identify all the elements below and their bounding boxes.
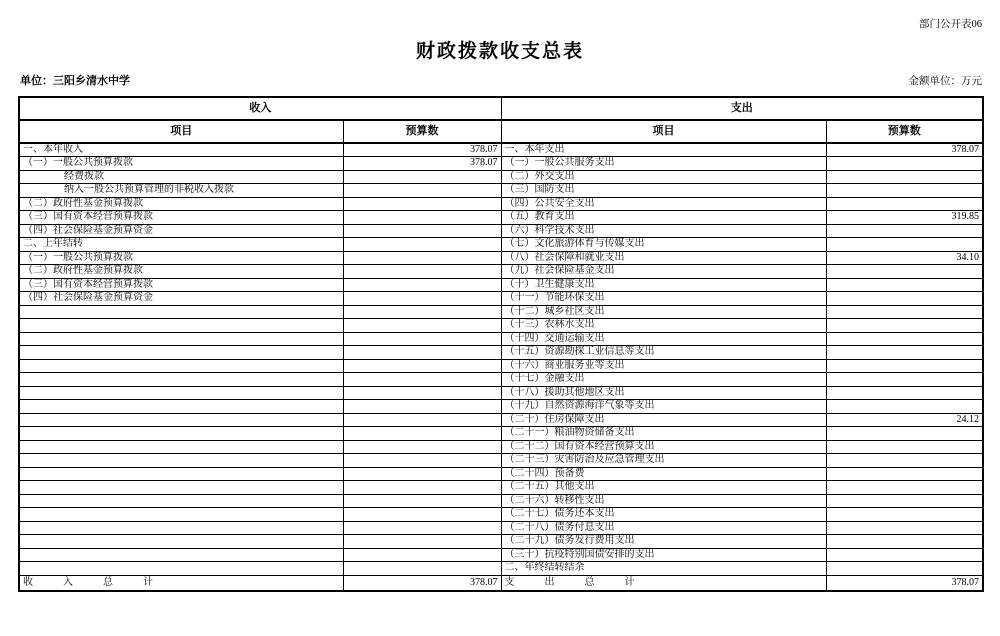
expense-budget-cell xyxy=(826,346,983,360)
table-row xyxy=(19,413,983,427)
income-budget-cell xyxy=(343,197,501,211)
income-item-cell xyxy=(19,494,343,508)
income-budget-cell xyxy=(343,535,501,549)
expense-item-column-header: 项目 xyxy=(501,120,826,143)
income-item-cell xyxy=(19,373,343,387)
income-budget-cell xyxy=(343,562,501,576)
income-item-cell: （二）政府性基金预算拨款 xyxy=(19,265,343,279)
table-row xyxy=(19,521,983,535)
income-item-cell: 经费拨款 xyxy=(19,170,343,184)
table-row xyxy=(19,481,983,495)
page-title: 财政拨款收支总表 xyxy=(415,41,584,62)
expense-item-cell: （二十六）转移性支出 xyxy=(501,494,826,508)
income-total-label: 收 入 总 计 xyxy=(19,575,343,591)
expense-budget-cell: 34.10 xyxy=(826,251,983,265)
income-budget-cell xyxy=(343,359,501,373)
table-row xyxy=(19,251,983,265)
income-budget-cell xyxy=(343,440,501,454)
income-item-cell: （四）社会保险基金预算资金 xyxy=(19,224,343,238)
expense-budget-cell xyxy=(826,548,983,562)
expense-item-cell: （四）公共安全支出 xyxy=(501,197,826,211)
expense-budget-cell xyxy=(826,400,983,414)
expense-item-cell: （十五）资源勘探工业信息等支出 xyxy=(501,346,826,360)
expense-budget-cell xyxy=(826,508,983,522)
expense-budget-cell xyxy=(826,562,983,576)
income-item-cell: （一）一般公共预算拨款 xyxy=(19,157,343,171)
expense-item-cell: （十四）交通运输支出 xyxy=(501,332,826,346)
expense-budget-cell xyxy=(826,494,983,508)
table-row xyxy=(19,359,983,373)
income-item-column-header: 项目 xyxy=(19,120,343,143)
income-budget-cell xyxy=(343,278,501,292)
table-row xyxy=(19,548,983,562)
section-header-row xyxy=(19,97,983,120)
table-row xyxy=(19,197,983,211)
income-budget-cell xyxy=(343,413,501,427)
income-item-cell: （三）国有资本经营预算拨款 xyxy=(19,211,343,225)
table-row xyxy=(19,454,983,468)
income-budget-cell xyxy=(343,400,501,414)
expense-budget-cell xyxy=(826,535,983,549)
expense-budget-cell: 319.85 xyxy=(826,211,983,225)
income-budget-cell xyxy=(343,238,501,252)
income-budget-cell xyxy=(343,481,501,495)
expense-budget-cell xyxy=(826,481,983,495)
income-item-cell xyxy=(19,319,343,333)
expense-budget-cell xyxy=(826,224,983,238)
income-budget-cell xyxy=(343,319,501,333)
table-row xyxy=(19,224,983,238)
table-row xyxy=(19,508,983,522)
income-budget-cell xyxy=(343,211,501,225)
income-budget-cell xyxy=(343,305,501,319)
expense-budget-cell xyxy=(826,332,983,346)
income-section-header: 收入 xyxy=(19,97,501,120)
expense-item-cell: （一）一般公共服务支出 xyxy=(501,157,826,171)
income-item-cell xyxy=(19,535,343,549)
table-row xyxy=(19,305,983,319)
expense-item-cell: （二十）住房保障支出 xyxy=(501,413,826,427)
income-total-value: 378.07 xyxy=(343,575,501,591)
income-budget-cell xyxy=(343,265,501,279)
table-row xyxy=(19,319,983,333)
income-item-cell xyxy=(19,427,343,441)
income-item-cell xyxy=(19,508,343,522)
expense-budget-cell xyxy=(826,440,983,454)
income-item-cell xyxy=(19,359,343,373)
table-row xyxy=(19,143,983,157)
table-row xyxy=(19,427,983,441)
expense-budget-cell xyxy=(826,319,983,333)
income-budget-cell xyxy=(343,386,501,400)
income-item-cell xyxy=(19,481,343,495)
expense-item-cell: （五）教育支出 xyxy=(501,211,826,225)
table-row xyxy=(19,211,983,225)
income-item-cell: （一）一般公共预算拨款 xyxy=(19,251,343,265)
expense-budget-cell xyxy=(826,292,983,306)
income-budget-cell xyxy=(343,373,501,387)
income-item-cell xyxy=(19,454,343,468)
table-row xyxy=(19,400,983,414)
income-item-cell: （三）国有资本经营预算拨款 xyxy=(19,278,343,292)
income-budget-cell xyxy=(343,184,501,198)
income-item-cell xyxy=(19,400,343,414)
expense-item-cell: （十一）节能环保支出 xyxy=(501,292,826,306)
income-item-cell xyxy=(19,562,343,576)
table-row xyxy=(19,278,983,292)
expense-item-cell: 一、本年支出 xyxy=(501,143,826,157)
income-budget-cell xyxy=(343,346,501,360)
expense-item-cell: （十九）自然资源海洋气象等支出 xyxy=(501,400,826,414)
expense-budget-column-header: 预算数 xyxy=(826,120,983,143)
table-row xyxy=(19,238,983,252)
income-item-cell xyxy=(19,413,343,427)
expense-item-cell: （六）科学技术支出 xyxy=(501,224,826,238)
amount-unit-label: 金额单位：万元 xyxy=(908,76,982,87)
expense-budget-cell: 24.12 xyxy=(826,413,983,427)
expense-item-cell: （十七）金融支出 xyxy=(501,373,826,387)
table-row xyxy=(19,562,983,576)
table-row xyxy=(19,373,983,387)
expense-item-cell: （二十七）债务还本支出 xyxy=(501,508,826,522)
expense-item-cell: （二十五）其他支出 xyxy=(501,481,826,495)
table-row xyxy=(19,494,983,508)
income-budget-cell xyxy=(343,467,501,481)
expense-budget-cell xyxy=(826,359,983,373)
income-budget-cell xyxy=(343,508,501,522)
expense-budget-cell xyxy=(826,521,983,535)
table-row xyxy=(19,440,983,454)
table-body xyxy=(19,143,983,575)
income-item-cell xyxy=(19,305,343,319)
expense-budget-cell xyxy=(826,427,983,441)
table-row xyxy=(19,184,983,198)
income-budget-cell xyxy=(343,292,501,306)
expense-section-header: 支出 xyxy=(501,97,983,120)
expense-item-cell: （十六）商业服务业等支出 xyxy=(501,359,826,373)
corner-form-number: 部门公开表06 xyxy=(919,19,982,30)
table-row xyxy=(19,346,983,360)
expense-budget-cell xyxy=(826,184,983,198)
expense-budget-cell xyxy=(826,305,983,319)
expense-budget-cell xyxy=(826,278,983,292)
expense-item-cell: （二十九）债务发行费用支出 xyxy=(501,535,826,549)
table-row xyxy=(19,386,983,400)
table-row xyxy=(19,467,983,481)
income-item-cell xyxy=(19,548,343,562)
income-item-cell xyxy=(19,521,343,535)
income-item-cell xyxy=(19,346,343,360)
income-budget-cell xyxy=(343,170,501,184)
expense-item-cell: 二、年终结转结余 xyxy=(501,562,826,576)
expense-item-cell: （二十二）国有资本经营预算支出 xyxy=(501,440,826,454)
total-row xyxy=(19,575,983,591)
expense-total-label: 支 出 总 计 xyxy=(501,575,826,591)
expense-item-cell: （二十八）债务付息支出 xyxy=(501,521,826,535)
expense-budget-cell xyxy=(826,157,983,171)
table-row xyxy=(19,535,983,549)
expense-item-cell: （二）外交支出 xyxy=(501,170,826,184)
income-item-cell: （四）社会保险基金预算资金 xyxy=(19,292,343,306)
income-budget-cell xyxy=(343,494,501,508)
expense-item-cell: （二十一）粮油物资储备支出 xyxy=(501,427,826,441)
expense-total-value: 378.07 xyxy=(826,575,983,591)
expense-item-cell: （三十）抗疫特别国债安排的支出 xyxy=(501,548,826,562)
income-budget-cell xyxy=(343,332,501,346)
income-item-cell xyxy=(19,386,343,400)
income-item-cell: 二、上年结转 xyxy=(19,238,343,252)
income-budget-cell xyxy=(343,454,501,468)
expense-budget-cell xyxy=(826,197,983,211)
income-budget-cell xyxy=(343,521,501,535)
income-item-cell xyxy=(19,440,343,454)
meta-row xyxy=(20,72,982,88)
expense-item-cell: （十三）农林水支出 xyxy=(501,319,826,333)
income-budget-cell: 378.07 xyxy=(343,157,501,171)
expense-budget-cell xyxy=(826,265,983,279)
expense-item-cell: （三）国防支出 xyxy=(501,184,826,198)
expense-budget-cell xyxy=(826,386,983,400)
table-row xyxy=(19,157,983,171)
income-item-cell xyxy=(19,332,343,346)
income-budget-cell xyxy=(343,224,501,238)
table-row xyxy=(19,332,983,346)
expense-item-cell: （八）社会保障和就业支出 xyxy=(501,251,826,265)
table-row xyxy=(19,265,983,279)
expense-item-cell: （十八）援助其他地区支出 xyxy=(501,386,826,400)
column-header-row xyxy=(19,120,983,143)
expense-budget-cell xyxy=(826,170,983,184)
income-item-cell: 纳入一般公共预算管理的非税收入拨款 xyxy=(19,184,343,198)
income-item-cell: 一、本年收入 xyxy=(19,143,343,157)
income-budget-cell: 378.07 xyxy=(343,143,501,157)
income-budget-column-header: 预算数 xyxy=(343,120,501,143)
expense-budget-cell xyxy=(826,454,983,468)
income-item-cell: （二）政府性基金预算拨款 xyxy=(19,197,343,211)
expense-item-cell: （二十四）预备费 xyxy=(501,467,826,481)
expense-item-cell: （十）卫生健康支出 xyxy=(501,278,826,292)
table-row xyxy=(19,170,983,184)
table-row xyxy=(19,292,983,306)
budget-table xyxy=(18,96,984,592)
income-budget-cell xyxy=(343,427,501,441)
income-item-cell xyxy=(19,467,343,481)
expense-item-cell: （七）文化旅游体育与传媒支出 xyxy=(501,238,826,252)
expense-budget-cell xyxy=(826,373,983,387)
expense-budget-cell: 378.07 xyxy=(826,143,983,157)
expense-item-cell: （九）社会保险基金支出 xyxy=(501,265,826,279)
expense-item-cell: （十二）城乡社区支出 xyxy=(501,305,826,319)
unit-label: 单位：三阳乡清水中学 xyxy=(20,75,130,87)
expense-item-cell: （二十三）灾害防治及应急管理支出 xyxy=(501,454,826,468)
income-budget-cell xyxy=(343,548,501,562)
income-budget-cell xyxy=(343,251,501,265)
expense-budget-cell xyxy=(826,238,983,252)
expense-budget-cell xyxy=(826,467,983,481)
